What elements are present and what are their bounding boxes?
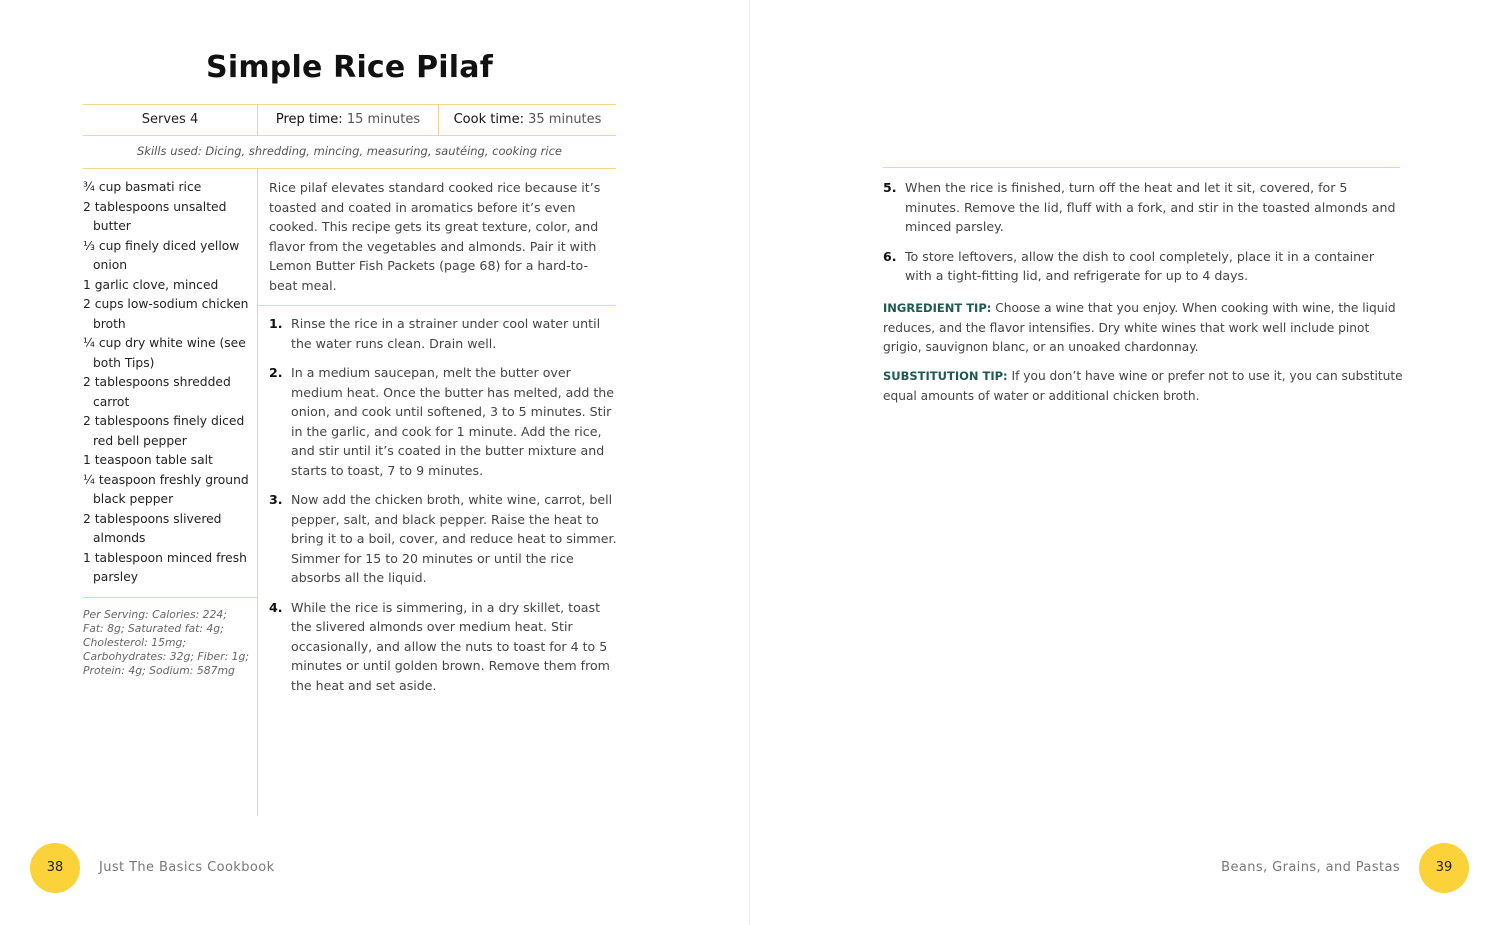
ingredient-item: 2 tablespoons finely diced red bell pepper bbox=[83, 414, 245, 448]
step-item bbox=[269, 363, 617, 480]
ingredient-item: 2 cups low-sodium chicken broth bbox=[83, 297, 249, 331]
page-number-right: 39 bbox=[1419, 843, 1469, 893]
rule-meta-bottom bbox=[83, 135, 616, 136]
serves bbox=[83, 104, 257, 135]
recipe-intro: Rice pilaf elevates standard cooked rice because it’s toasted and coated in aromatics before it’s even cooked. This recipe gets its great texture, color, and flavor from the vegetables and almonds. Pair it with Lemon Butter Fish Packets (page 68) for a hard-to-beat meal. bbox=[269, 180, 601, 293]
prep-time bbox=[258, 104, 438, 135]
substitution-tip-text: If you don’t have wine or prefer not to use it, you can substitute equal amounts of water or additional chicken broth. bbox=[883, 369, 1403, 403]
step-number: 3. bbox=[269, 492, 283, 507]
substitution-tip-label: SUBSTITUTION TIP: bbox=[883, 369, 1008, 383]
footer-book-title: Just The Basics Cookbook bbox=[99, 860, 275, 875]
step-text: Rinse the rice in a strainer under cool water until the water runs clean. Drain well. bbox=[291, 316, 601, 351]
rule-right-top bbox=[883, 167, 1400, 168]
ingredient-item: 1 garlic clove, minced bbox=[83, 277, 219, 292]
ingredient-tip bbox=[883, 299, 1403, 358]
ingredient-tip-text: Choose a wine that you enjoy. When cooking with wine, the liquid reduces, and the flavor intensifies. Dry white wines that work well include pinot grigio, sauvignon blanc, or an unoaked chardonnay. bbox=[883, 301, 1396, 354]
step-text: While the rice is simmering, in a dry skillet, toast the slivered almonds over medium heat. Stir occasionally, and allow the nuts to toast for 4 to 5 minutes or until golden brown. Remove them from the heat and set aside. bbox=[291, 599, 610, 693]
recipe-title: Simple Rice Pilaf bbox=[206, 50, 493, 85]
column-divider bbox=[257, 168, 258, 816]
rule-ingredients-bottom bbox=[83, 597, 257, 598]
ingredient-item: ⅓ cup finely diced yellow onion bbox=[83, 238, 240, 272]
cook-label: Cook time: bbox=[453, 112, 524, 127]
step-item bbox=[269, 314, 617, 353]
ingredient-item: 2 tablespoons unsalted butter bbox=[83, 199, 227, 233]
prep-value: 15 minutes bbox=[346, 112, 421, 127]
ingredient-item: 2 tablespoons slivered almonds bbox=[83, 511, 222, 545]
cook-time bbox=[439, 104, 616, 135]
step-number: 5. bbox=[883, 180, 897, 195]
right-page bbox=[750, 0, 1500, 925]
step-item bbox=[269, 490, 617, 588]
step-number: 2. bbox=[269, 365, 283, 380]
ingredient-item: ¼ teaspoon freshly ground black pepper bbox=[83, 472, 249, 506]
step-item bbox=[269, 598, 617, 696]
step-item bbox=[883, 178, 1403, 237]
steps-left bbox=[269, 314, 617, 695]
ingredient-item: 1 tablespoon minced fresh parsley bbox=[83, 550, 247, 584]
nutrition-info: Per Serving: Calories: 224; Fat: 8g; Saturated fat: 4g; Cholesterol: 15mg; Carbohydrates: 32g; Fiber: 1g; Protein: 4g; Sodium: 587mg bbox=[83, 608, 250, 677]
page-number-left: 38 bbox=[30, 843, 80, 893]
skills-used: Skills used: Dicing, shredding, mincing, measuring, sautéing, cooking rice bbox=[137, 144, 562, 158]
prep-label: Prep time: bbox=[275, 112, 343, 127]
serves-text: Serves 4 bbox=[141, 112, 199, 127]
step-number: 6. bbox=[883, 248, 897, 264]
ingredient-tip-label: INGREDIENT TIP: bbox=[883, 301, 992, 315]
step-text: Now add the chicken broth, white wine, carrot, bell pepper, salt, and black pepper. Raise the heat to bring it to a boil, cover, and reduce heat to simmer. Simmer for 15 to 20 minutes or until the rice absorbs all the liquid. bbox=[291, 492, 617, 585]
step-item bbox=[883, 247, 1403, 286]
step-number: 1. bbox=[269, 316, 283, 331]
step-text: In a medium saucepan, melt the butter over medium heat. Once the butter has melted, add the onion, and cook until softened, 3 to 5 minutes. Stir in the garlic, and cook for 1 minute. Add the rice, and stir until it’s coated in the butter mixture and starts to toast, 7 to 9 minutes. bbox=[291, 365, 615, 478]
step-text: When the rice is finished, turn off the heat and let it sit, covered, for 5 minutes. Remove the lid, fluff with a fork, and stir in the toasted almonds and minced parsley. bbox=[905, 180, 1396, 234]
step-text: To store leftovers, allow the dish to cool completely, place it in a container with a tight-fitting lid, and refrigerate for up to 4 days. bbox=[905, 248, 1375, 283]
rule-skills-bottom bbox=[83, 168, 616, 169]
rule-intro-bottom bbox=[258, 305, 616, 306]
ingredient-item: ¾ cup basmati rice bbox=[83, 180, 202, 194]
substitution-tip bbox=[883, 367, 1403, 406]
ingredient-item: ¼ cup dry white wine (see both Tips) bbox=[83, 336, 246, 370]
ingredient-list bbox=[83, 178, 255, 588]
ingredient-item: 1 teaspoon table salt bbox=[83, 453, 213, 467]
footer-chapter-title: Beans, Grains, and Pastas bbox=[1221, 860, 1400, 875]
steps-right bbox=[883, 178, 1403, 286]
cook-value: 35 minutes bbox=[528, 112, 602, 127]
step-number: 4. bbox=[269, 599, 283, 615]
ingredient-item: 2 tablespoons shredded carrot bbox=[83, 375, 231, 409]
